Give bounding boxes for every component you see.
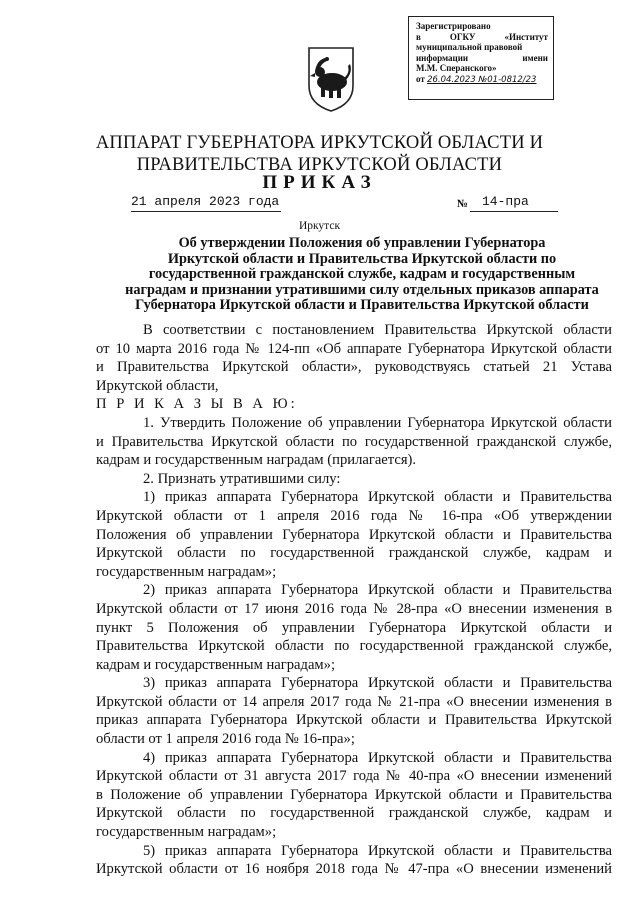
body-line: от 10 марта 2016 года № 124-пп «Об аппарате Губернатора Иркутской области <box>96 340 612 357</box>
body-line: приказ аппарата Губернатора Иркутской области и Правительства Иркутской <box>96 712 612 729</box>
body-line: и Правительства Иркутской области по государственной гражданской службе, <box>96 433 612 450</box>
stamp-line: муниципальной правовой <box>416 42 523 53</box>
document-body <box>96 321 612 879</box>
body-line: Иркутской области от 14 апреля 2017 года № 21-пра «О внесении изменения в <box>96 693 612 710</box>
body-line: Иркутской области от 31 августа 2017 года № 40-пра «О внесении изменений <box>96 768 612 785</box>
body-line: 3) приказ аппарата Губернатора Иркутской области и Правительства <box>143 675 612 692</box>
body-line: Иркутской области по государственной гражданской службе, кадрам и <box>96 545 612 562</box>
document-type: ПРИКАЗ <box>262 172 377 193</box>
stamp-line <box>416 53 548 64</box>
body-line: области от 1 апреля 2016 года № 16-пра»; <box>96 731 355 748</box>
coat-of-arms-icon <box>303 42 359 114</box>
body-line: государственным наградам»; <box>96 824 277 841</box>
body-line: 2) приказ аппарата Губернатора Иркутской области и Правительства <box>143 582 612 599</box>
number-label: № <box>457 198 469 210</box>
stamp-word: «Институт <box>504 31 548 42</box>
stamp-word: ОГКУ <box>449 31 476 42</box>
title-line: Иркутской области и Правительства Иркутской области по <box>167 250 557 267</box>
title-line: государственной гражданской службе, кадрам и государственным <box>148 266 576 283</box>
body-line: Иркутской области от 17 июня 2016 года № 28-пра «О внесении изменения в <box>96 600 612 617</box>
title-line: Об утверждении Положения об управлении Губернатора <box>178 235 546 251</box>
document-title <box>112 236 612 314</box>
body-line: кадрам и государственным наградам (прилагается). <box>96 452 417 469</box>
body-line: Иркутской области от 1 апреля 2016 года № 16-пра «Об утверждении <box>96 507 612 524</box>
registration-stamp <box>408 16 554 100</box>
stamp-word: информации <box>416 52 469 63</box>
body-line: 4) приказ аппарата Губернатора Иркутской области и Правительства <box>143 749 612 766</box>
body-line: Иркутской области от 16 ноября 2018 года № 47-пра «О внесении изменений <box>96 861 612 878</box>
stamp-line <box>416 74 548 86</box>
body-line: 1) приказ аппарата Губернатора Иркутской области и Правительства <box>143 489 612 506</box>
document-number: 14-пра <box>470 194 558 212</box>
title-line: Губернатора Иркутской области и Правительства Иркутской области <box>135 297 589 314</box>
body-line: Положения об управлении Губернатора Иркутской области и Правительства <box>96 526 612 543</box>
city-name: Иркутск <box>298 220 341 232</box>
stamp-line: Зарегистрировано <box>416 21 491 31</box>
stamp-word: в <box>416 31 421 42</box>
body-line: и Правительства Иркутской области», руководствуясь статьей 21 Устава <box>96 359 612 376</box>
body-line: 2. Признать утратившими силу: <box>143 470 341 487</box>
stamp-word: имени <box>522 52 548 63</box>
body-line: 1. Утвердить Положение об управлении Губернатора Иркутской области <box>143 414 612 431</box>
stamp-registration-number: 26.04.2023 №01-0812/23 <box>427 74 537 85</box>
body-line: Иркутской области по государственной гражданской службе, кадрам и <box>96 805 612 822</box>
body-line: 5) приказ аппарата Губернатора Иркутской области и Правительства <box>143 842 612 859</box>
document-date: 21 апреля 2023 года <box>131 194 281 212</box>
stamp-word: от <box>416 73 425 84</box>
body-line: Иркутской области, <box>96 377 219 394</box>
stamp-line: М.М. Сперанского» <box>416 63 497 74</box>
body-line: в Положение об управлении Губернатора Иркутской области и Правительства <box>96 786 612 803</box>
organization-name-line1: АППАРАТ ГУБЕРНАТОРА ИРКУТСКОЙ ОБЛАСТИ И <box>95 133 544 153</box>
body-line: пункт 5 Положения об управлении Губернатора Иркутской области и <box>96 619 612 636</box>
title-line: наградам и признании утратившими силу отдельных приказов аппарата <box>125 281 599 298</box>
order-keyword: П Р И К А З Ы В А Ю: <box>96 396 298 413</box>
body-line: Правительства Иркутской области по государственной гражданской службе, <box>96 638 612 655</box>
organization-name-line2: ПРАВИТЕЛЬСТВА ИРКУТСКОЙ ОБЛАСТИ <box>136 155 503 175</box>
body-line: кадрам и государственным наградам»; <box>96 656 336 673</box>
stamp-line <box>416 32 548 43</box>
body-line: В соответствии с постановлением Правительства Иркутской области <box>143 322 612 338</box>
body-line: государственным наградам»; <box>96 563 277 580</box>
